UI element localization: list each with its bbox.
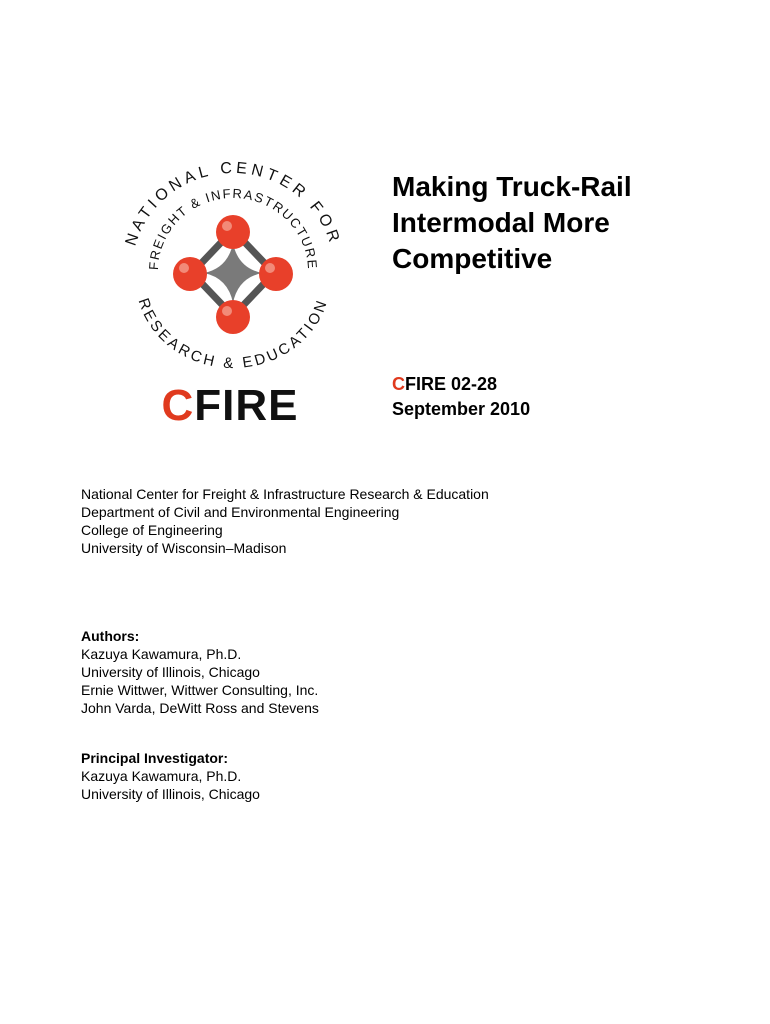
report-number-rest: FIRE 02-28 <box>405 374 498 394</box>
affiliation-line: College of Engineering <box>81 522 223 538</box>
affiliation-line: Department of Civil and Environmental Engineering <box>81 504 400 520</box>
principal-investigator-line: Kazuya Kawamura, Ph.D. <box>81 768 242 784</box>
report-number-accent: C <box>392 374 405 394</box>
report-date: September 2010 <box>392 399 531 419</box>
report-number-block <box>392 372 530 422</box>
principal-investigator-heading: Principal Investigator: <box>81 750 229 766</box>
author-line: John Varda, DeWitt Ross and Stevens <box>81 700 319 716</box>
svg-text:FREIGHT & INFRASTRUCTURE: FREIGHT & INFRASTRUCTURE <box>145 185 321 271</box>
principal-investigator-line: University of Illinois, Chicago <box>81 786 260 802</box>
affiliation-line: National Center for Freight & Infrastructure Research & Education <box>81 486 489 502</box>
cfire-wordmark-rest: FIRE <box>194 381 299 430</box>
report-number <box>392 372 530 397</box>
affiliation-line: University of Wisconsin–Madison <box>81 540 287 556</box>
author-line: University of Illinois, Chicago <box>81 664 260 680</box>
cfire-seal-logo <box>114 160 352 382</box>
report-title <box>392 169 752 277</box>
author-line: Kazuya Kawamura, Ph.D. <box>81 646 242 662</box>
authors-heading: Authors: <box>81 628 140 644</box>
principal-investigator-block <box>81 749 260 803</box>
author-line: Ernie Wittwer, Wittwer Consulting, Inc. <box>81 682 319 698</box>
authors-block <box>81 627 319 717</box>
cfire-wordmark-accent: C <box>161 381 195 430</box>
title-line: Intermodal More <box>392 207 610 238</box>
cfire-wordmark <box>150 377 310 435</box>
svg-text:RESEARCH & EDUCATION: RESEARCH & EDUCATION <box>134 296 332 373</box>
svg-text:NATIONAL CENTER FOR: NATIONAL CENTER FOR <box>122 160 344 248</box>
title-line: Competitive <box>392 243 553 274</box>
affiliation-block <box>81 485 489 557</box>
seal-emblem-icon <box>173 215 293 334</box>
title-line: Making Truck-Rail <box>392 171 632 202</box>
